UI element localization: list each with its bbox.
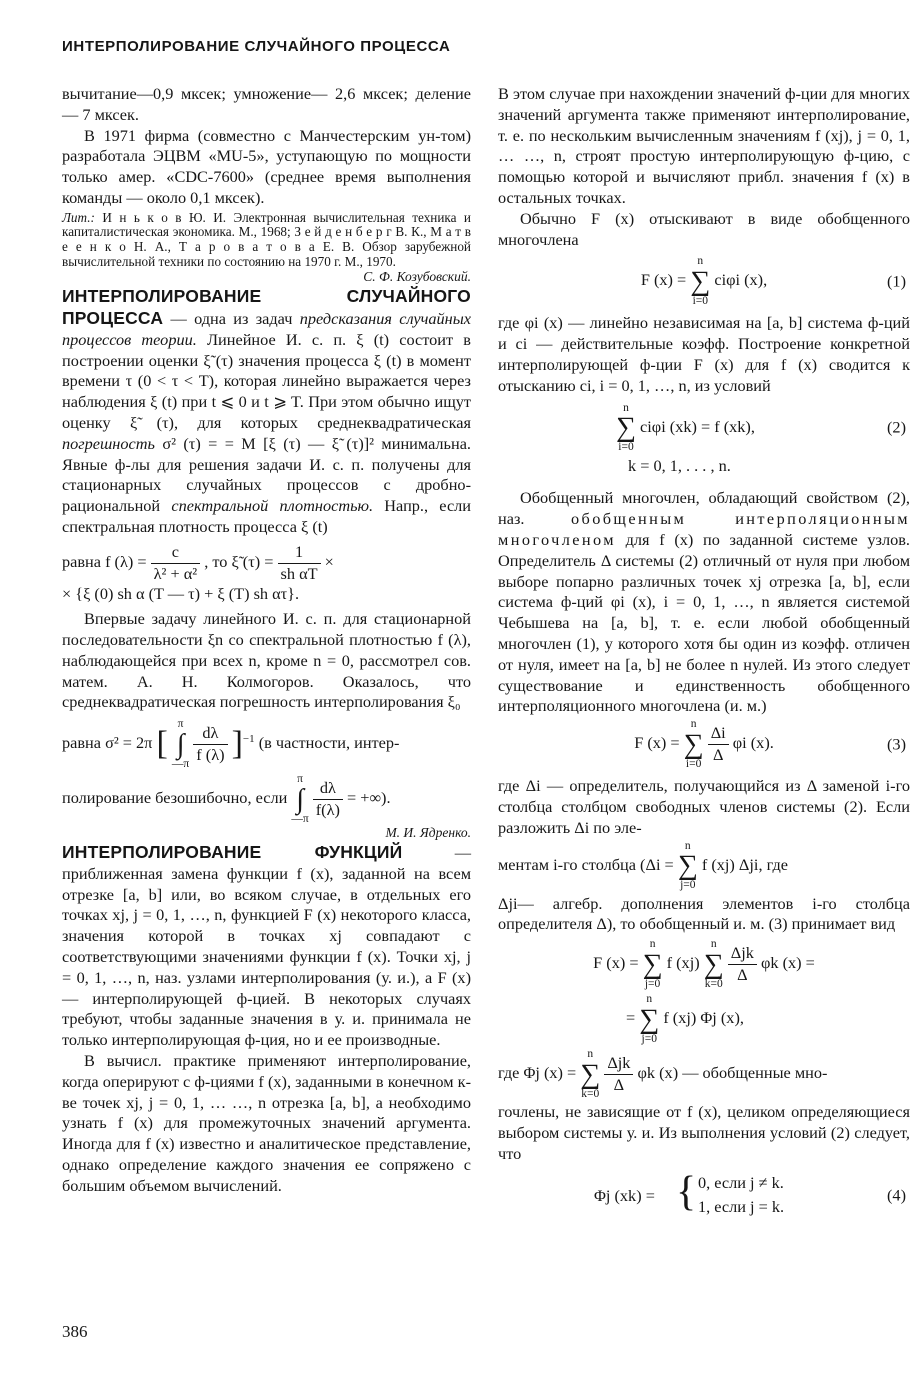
author-signature: М. И. Ядренко. <box>385 825 471 841</box>
paragraph: Впервые задачу линейного И. с. п. для стационарной последовательности ξn со спектральной плотностью f (λ), наблюдающейся при всех n, кроме n = 0, рассмотрел сов. матем. А. Н. Колмогоров. Оказалось, что среднеквадратическая погрешность интерполирования ξ₀ <box>62 609 471 712</box>
paragraph: Обобщенный многочлен, обладающий свойством (2), наз. обобщенным интерполяционным многочленом для f (x) по заданной системе узлов. Определитель Δ системы (2) отличный от нуля при любом выборе попарно различных точек xj отрезка [a, b], если система ф-ций φi (x), i = 0, 1, …, n является системой Чебышева на [a, b], т. е. если любой обобщенный многочлен (1), у которого хотя бы один из коэфф. отличен от нуля, имеет на [a, b] не более n нулей. Из этого следует существование и единственность обобщенного интерполяционного многочлена (и. м.) <box>498 488 910 716</box>
equation-number: (3) <box>887 734 906 754</box>
paragraph: где φi (x) — линейно независимая на [a, b] система ф-ций и ci — действительные коэфф. Построение конкретной интерполирующей ф-ции F (x) для f (x) сводится к отысканию ci, i = 0, 1, …, n, из условий <box>498 313 910 395</box>
paragraph: гочлены, не зависящие от f (x), целиком определяющиеся выбором системы у. и. Из выполнения условий (2) следует, что <box>498 1102 910 1163</box>
fraction: $\frac{1}{\text{sh αT}}$ <box>278 542 321 585</box>
right-column <box>498 84 910 1219</box>
article-interpolation-random-process: ИНТЕРПОЛИРОВАНИЕ СЛУЧАЙНОГО ПРОЦЕССА — одна из задач предсказания случайных процессов теории. Линейное И. с. п. ξ (t) состоит в построении оценки ξ̃ (τ) значения процесса ξ (t) в момент времени τ (0 < τ < T), которая линейно выражается через наблюдения ξ (t) при t ⩽ 0 и t ⩾ T. При этом обычно ищут оценку ξ̃ (τ), для которых среднеквадратическая погрешность σ² (τ) = = M [ξ (τ) — ξ̃ (τ)]² минимальна. Явные ф-лы для решения задачи И. с. п. получены для стационарных случайных процессов с дробно-рациональной спектральной плотностью. Напр., если спектральная плотность процесса ξ (t) <box>62 286 472 536</box>
formula-line: × {ξ (0) sh α (T — τ) + ξ (T) sh ατ}. <box>62 584 300 604</box>
integral-sign: π ∫ —π <box>171 718 190 770</box>
lit-label: Лит.: <box>62 209 95 225</box>
fraction: $\frac{c}{\text{λ² + α²}}$ <box>151 542 201 585</box>
equation-4: Φj (xk) = { 0, если j ≠ k. 1, если j = k. (4) <box>594 1168 906 1216</box>
paragraph: Обычно F (x) отыскивают в виде обобщенного многочлена <box>498 208 910 249</box>
equation-1: F (x) = n ∑ i=0 ciφi (x), (1) <box>640 255 906 307</box>
formula-spectral-estimate: равна f (λ) = $\frac{c}{\text{λ² + α²}}$ , то ξ̃ (τ) = $\frac{1}{\text{sh αT}}$ × <box>62 541 334 583</box>
headword: ИНТЕРПОЛИРОВАНИЕ ФУНКЦИЙ <box>62 842 403 863</box>
equation-3: F (x) = n ∑ i=0 $\frac{\Delta i}{\Delta}$ φi (x). (3) <box>634 718 906 770</box>
equation-2-condition: k = 0, 1, . . . , n. <box>628 455 731 475</box>
fraction: $\frac{d\lambda}{f (\lambda)}$ <box>193 723 227 766</box>
author-signature: С. Ф. Козубовский. <box>363 269 471 285</box>
equation-number: (2) <box>887 417 906 437</box>
literature-reference <box>62 211 471 269</box>
paragraph: В вычисл. практике применяют интерполирование, когда оперируют с ф-циями f (x), заданными в конечном к-ве точек xj, j = 0, 1, … …, n отрезка [a, b], а необходимо узнать f (x) для промежуточных значений аргумента. Иногда для f (x) известно и аналитическое представление, однако определение каждого значения ее сопряжено с большим объемом вычислений. <box>62 1051 471 1195</box>
equation-number: (1) <box>887 271 906 291</box>
sum-sign: n ∑ k=0 <box>580 1048 601 1100</box>
formula-kolmogorov: равна σ² = 2π [ π ∫ —π $\frac{d\lambda}{f (\lambda)}$ ]$^{-1}$ (в частности, интер- <box>62 718 400 770</box>
equation-number: (4) <box>887 1185 906 1205</box>
equation-2: n ∑ i=0 ciφi (xk) = f (xk), (2) <box>616 401 906 454</box>
sum-sign: n ∑ j=0 <box>677 839 698 892</box>
equation-phi-definition: где Φj (x) = n ∑ k=0 $\frac{\text{Δjk}}{\Delta}$ φk (x) — обобщенные мно- <box>498 1048 828 1100</box>
left-column <box>62 84 471 1197</box>
sum-sign: n ∑ i=0 <box>690 255 711 307</box>
fraction: $\frac{\Delta i}{\Delta}$ <box>708 723 729 766</box>
fraction: $\frac{d\lambda}{f(\lambda)}$ <box>313 778 343 821</box>
running-head: ИНТЕРПОЛИРОВАНИЕ СЛУЧАЙНОГО ПРОЦЕССА <box>62 38 451 55</box>
paragraph: Δji— алгебр. дополнения элементов i-го столбца определителя Δ), то обобщенный и. м. (3) принимает вид <box>498 893 910 934</box>
paragraph: вычитание—0,9 мксек; умножение— 2,6 мксек; деление — 7 мксек. <box>62 84 471 124</box>
cross-reference: предсказания случайных процессов теории. <box>62 308 471 349</box>
page-number: 386 <box>62 1322 88 1341</box>
article-interpolation-functions: ИНТЕРПОЛИРОВАНИЕ ФУНКЦИЙ — приближенная замена функции f (x), заданной на всем отрезке [a, b] или, во всяком случае, в отдельных его точках xj, j = 0, 1, …, n, функцией F (x) некоторого класса, значения которой в точках xj совпадают с соответствующими значениями функции f (x). Точки xj, j = 0, 1, …, n, наз. узлами интерполирования (у. и.), а F (x) — интерполирующей ф-цией. В некоторых случаях требуют, чтобы заданные значения в у. и. принимала не только интерполирующая ф-ция, но и ее производные. <box>62 842 471 1050</box>
sum-sign: n ∑ i=0 <box>683 718 704 770</box>
brace: { <box>676 1168 697 1215</box>
fraction: $\frac{\text{Δjk}}{\Delta}$ <box>604 1053 633 1096</box>
equation-generalized: F (x) = n ∑ j=0 f (xj) n ∑ k=0 $\frac{\text{Δjk}}{\Delta}$ φk (x) = <box>593 938 815 990</box>
defined-term: обобщенным интерполяционным многочленом <box>498 509 910 549</box>
cross-reference: спектральной плотностью. <box>171 496 374 516</box>
fraction: $\frac{\text{Δjk}}{\Delta}$ <box>728 943 757 986</box>
paragraph: В 1971 фирма (совместно с Манчестерским ун-том) разработала ЭЦВМ «MU-5», уступающую по мощности только амер. «CDC-7600» (среднее время выполнения команды — около 0,1 мксек). <box>62 125 471 207</box>
formula-condition: полирование безошибочно, если π ∫ —π $\frac{d\lambda}{f(\lambda)}$ = +∞). <box>62 773 391 825</box>
sum-sign: n ∑ j=0 <box>639 993 660 1045</box>
formula-inline: ментам i-го столбца (Δi = n ∑ j=0 f (xj) Δji, где <box>498 839 788 892</box>
headword: ИНТЕРПОЛИРОВАНИЕ СЛУЧАЙНОГО ПРОЦЕССА <box>62 286 471 328</box>
lit-text: И н ь к о в Ю. И. Электронная вычислительная техника и капиталистическая экономика. М., 1968; З е й д е н б е р г В. К., М а т в е е н к о Н. А., Т а р о в а т о в а Е. В. Обзор зарубежной вычислительной техники по состоянию на 1970 г. М., 1970. <box>62 209 471 269</box>
sum-sign: n ∑ i=0 <box>616 401 636 454</box>
sum-sign: n ∑ k=0 <box>703 938 724 990</box>
sum-sign: n ∑ j=0 <box>642 938 663 990</box>
integral-sign: π ∫ —π <box>291 773 309 825</box>
paragraph: где Δi — определитель, получающийся из Δ заменой i-го столбца столбцом свободных членов системы (2). Если разложить Δi по эле- <box>498 776 910 837</box>
paragraph: В этом случае при нахождении значений ф-ции для многих значений аргумента также применяют интерполирование, т. е. по нескольким вычисленным значениям f (xj), j = 0, 1, … …, n, строят простую интерполирующую ф-цию, с помощью которой и вычисляют прибл. значения f (x) в остальных точках. <box>498 84 910 207</box>
cross-reference: погрешность <box>62 433 155 453</box>
equation-generalized-line2: = n ∑ j=0 f (xj) Φj (x), <box>626 993 744 1045</box>
